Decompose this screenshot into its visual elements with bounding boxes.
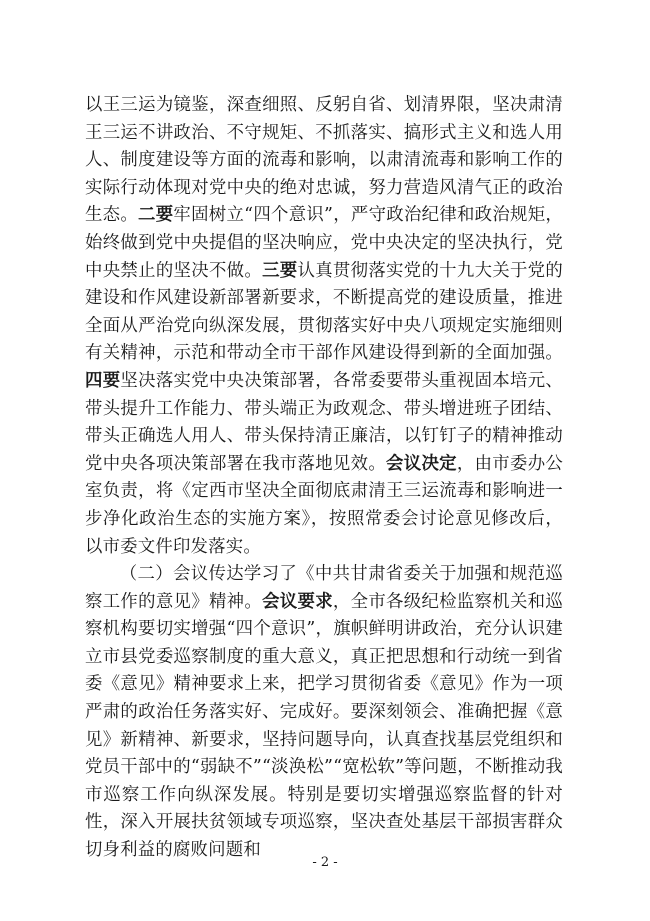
bold-marker-er-yao: 二要 — [138, 205, 174, 226]
bold-marker-decision: 会议决定 — [386, 453, 457, 474]
bold-marker-san-yao: 三要 — [262, 260, 298, 281]
bold-marker-requirement: 会议要求 — [262, 591, 333, 612]
paragraph-2 — [85, 561, 563, 865]
text-span: ，由市委办公室负责，将《定西市坚决全面彻底肃清王三运流毒和影响进一步净化政治生态的实施方案》，按照常委会讨论意见修改后，以市委文件印发落实。 — [85, 453, 564, 557]
text-span: 以王三运为镜鉴，深查细照、反躬自省、划清界限，坚决肃清王三运不讲政治、不守规矩、不抓落实、搞形式主义和选人用人、制度建设等方面的流毒和影响，以肃清流毒和影响工作的实际行动体现对党中央的绝对忠诚，努力营造风清气正的政治生态。 — [85, 95, 563, 226]
text-span: 牢固树立“四个意识”，严守政治纪律和政治规矩，始终做到党中央提倡的坚决响应，党中央决定的坚决执行，党中央禁止的坚决不做。 — [85, 205, 563, 281]
body-text — [85, 92, 563, 865]
bold-marker-si-yao: 四要 — [85, 370, 121, 391]
page-number: - 2 - — [312, 855, 338, 870]
text-span: ，全市各级纪检监察机关和巡察机构要切实增强“四个意识”，旗帜鲜明讲政治，充分认识建立市县党委巡察制度的重大意义，真正把思想和行动统一到省委《意见》精神要求上来，把学习贯彻省委《意见》作为一项严肃的政治任务落实好、完成好。要深刻领会、准确把握《意见》新精神、新要求，坚持问题导向，认真查找基层党组织和党员干部中的“弱缺不”“淡涣松”“宽松软”等问题，不断推动我市巡察工作向纵深发展。特别是要切实增强巡察监督的针对性，深入开展扶贫领域专项巡察，坚决查处基层干部损害群众切身利益的腐败问题和 — [85, 591, 563, 861]
paragraph-1 — [85, 92, 563, 561]
text-span: 坚决落实党中央决策部署，各常委要带头重视固本培元、带头提升工作能力、带头端正为政观念、带头增进班子团结、带头正确选人用人、带头保持清正廉洁，以钉钉子的精神推动党中央各项决策部署在我市落地见效。 — [85, 370, 563, 474]
text-span: （二）会议传达学习了《中共甘肃省委关于加强和规范巡察工作的意见》精神。 — [85, 564, 563, 612]
text-span: 认真贯彻落实党的十九大关于党的建设和作风建设新部署新要求，不断提高党的建设质量，推进全面从严治党向纵深发展，贯彻落实好中央八项规定实施细则有关精神，示范和带动全市干部作风建设得到新的全面加强。 — [85, 260, 563, 364]
